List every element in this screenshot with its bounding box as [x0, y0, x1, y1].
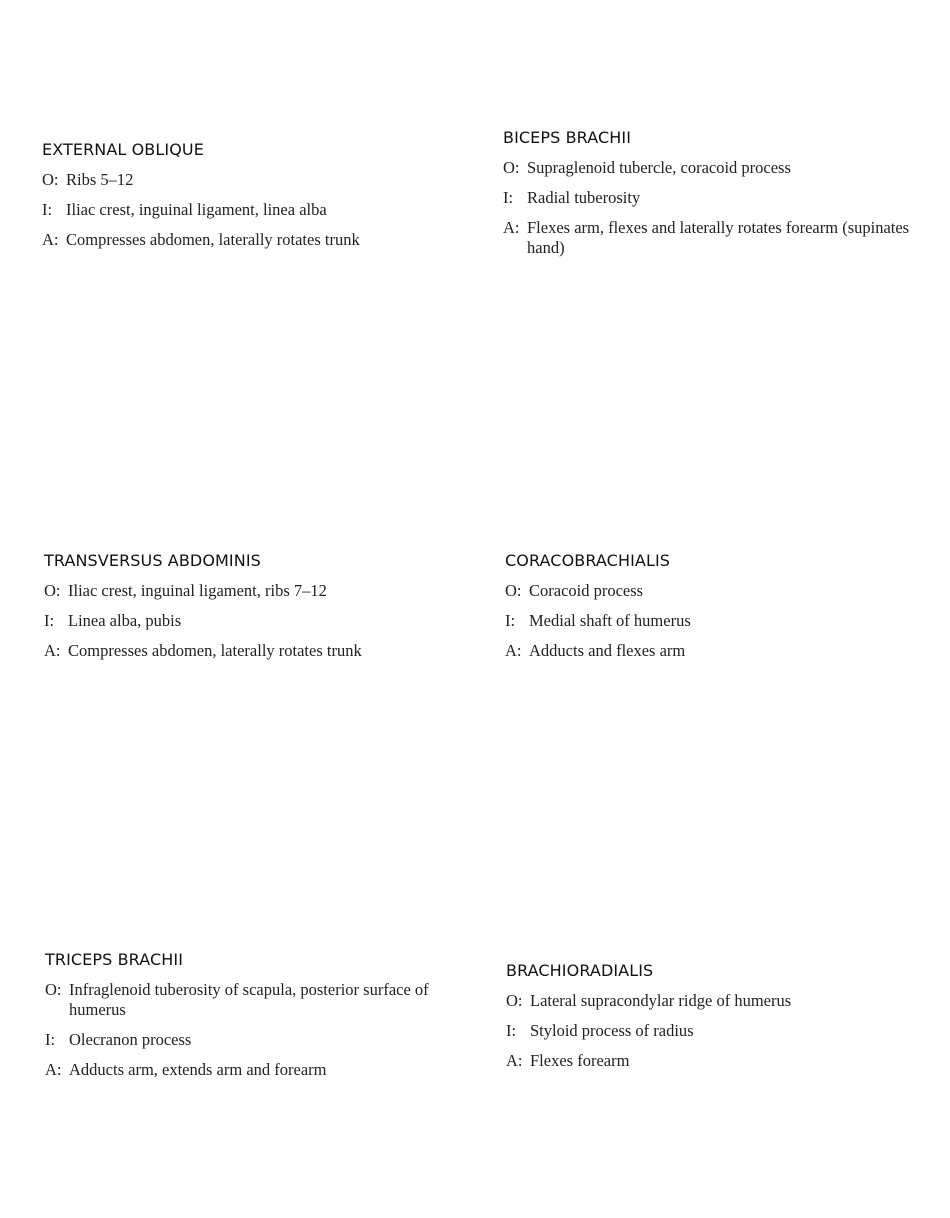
action-label: A: [505, 641, 522, 660]
insertion-row [503, 188, 923, 208]
muscle-card-coracobrachialis [505, 551, 915, 671]
action-text: Compresses abdomen, laterally rotates trunk [68, 641, 362, 660]
insertion-row [45, 1030, 455, 1050]
origin-label: O: [44, 581, 61, 600]
action-text: Compresses abdomen, laterally rotates trunk [66, 230, 360, 249]
origin-text: Coracoid process [529, 581, 644, 600]
origin-row [503, 158, 923, 178]
action-label: A: [42, 230, 59, 249]
origin-label: O: [42, 170, 59, 189]
insertion-row [42, 200, 452, 220]
muscle-card-brachioradialis [506, 961, 916, 1081]
insertion-text: Medial shaft of humerus [529, 611, 691, 630]
action-label: A: [44, 641, 61, 660]
insertion-label: I: [42, 200, 53, 219]
insertion-text: Linea alba, pubis [68, 611, 182, 630]
origin-row [42, 170, 452, 190]
muscle-card-biceps-brachii [503, 128, 923, 268]
origin-row [45, 980, 455, 1020]
origin-label: O: [505, 581, 522, 600]
insertion-label: I: [45, 1030, 56, 1049]
action-row [45, 1060, 455, 1080]
insertion-row [505, 611, 915, 631]
action-row [506, 1051, 916, 1071]
action-text: Adducts arm, extends arm and forearm [69, 1060, 327, 1079]
action-label: A: [45, 1060, 62, 1079]
insertion-row [44, 611, 454, 631]
insertion-label: I: [503, 188, 514, 207]
action-text: Adducts and flexes arm [529, 641, 686, 660]
origin-text: Ribs 5–12 [66, 170, 134, 189]
muscle-title: CORACOBRACHIALIS [505, 551, 671, 570]
muscle-title: EXTERNAL OBLIQUE [42, 140, 204, 159]
action-text: Flexes forearm [530, 1051, 630, 1070]
origin-label: O: [503, 158, 520, 177]
insertion-text: Styloid process of radius [530, 1021, 694, 1040]
origin-row [506, 991, 916, 1011]
origin-label: O: [45, 980, 62, 999]
insertion-row [506, 1021, 916, 1041]
insertion-text: Iliac crest, inguinal ligament, linea alba [66, 200, 327, 219]
action-row [44, 641, 454, 661]
muscle-card-transversus-abdominis [44, 551, 454, 671]
origin-text: Supraglenoid tubercle, coracoid process [527, 158, 791, 177]
action-text: Flexes arm, flexes and laterally rotates forearm (supinates hand) [527, 218, 910, 257]
insertion-text: Radial tuberosity [527, 188, 641, 207]
origin-row [505, 581, 915, 601]
action-label: A: [503, 218, 520, 237]
action-row [503, 218, 923, 258]
origin-text: Iliac crest, inguinal ligament, ribs 7–12 [68, 581, 327, 600]
origin-row [44, 581, 454, 601]
muscle-card-external-oblique [42, 140, 452, 260]
insertion-label: I: [44, 611, 55, 630]
muscle-title: TRICEPS BRACHII [45, 950, 184, 969]
insertion-label: I: [506, 1021, 517, 1040]
action-label: A: [506, 1051, 523, 1070]
muscle-title: BRACHIORADIALIS [506, 961, 654, 980]
action-row [42, 230, 452, 250]
muscle-card-triceps-brachii [45, 950, 455, 1090]
muscle-title: BICEPS BRACHII [503, 128, 632, 147]
origin-text: Lateral supracondylar ridge of humerus [530, 991, 792, 1010]
origin-label: O: [506, 991, 523, 1010]
origin-text: Infraglenoid tuberosity of scapula, posterior surface of humerus [69, 980, 429, 1019]
insertion-text: Olecranon process [69, 1030, 192, 1049]
muscle-title: TRANSVERSUS ABDOMINIS [44, 551, 261, 570]
action-row [505, 641, 915, 661]
insertion-label: I: [505, 611, 516, 630]
